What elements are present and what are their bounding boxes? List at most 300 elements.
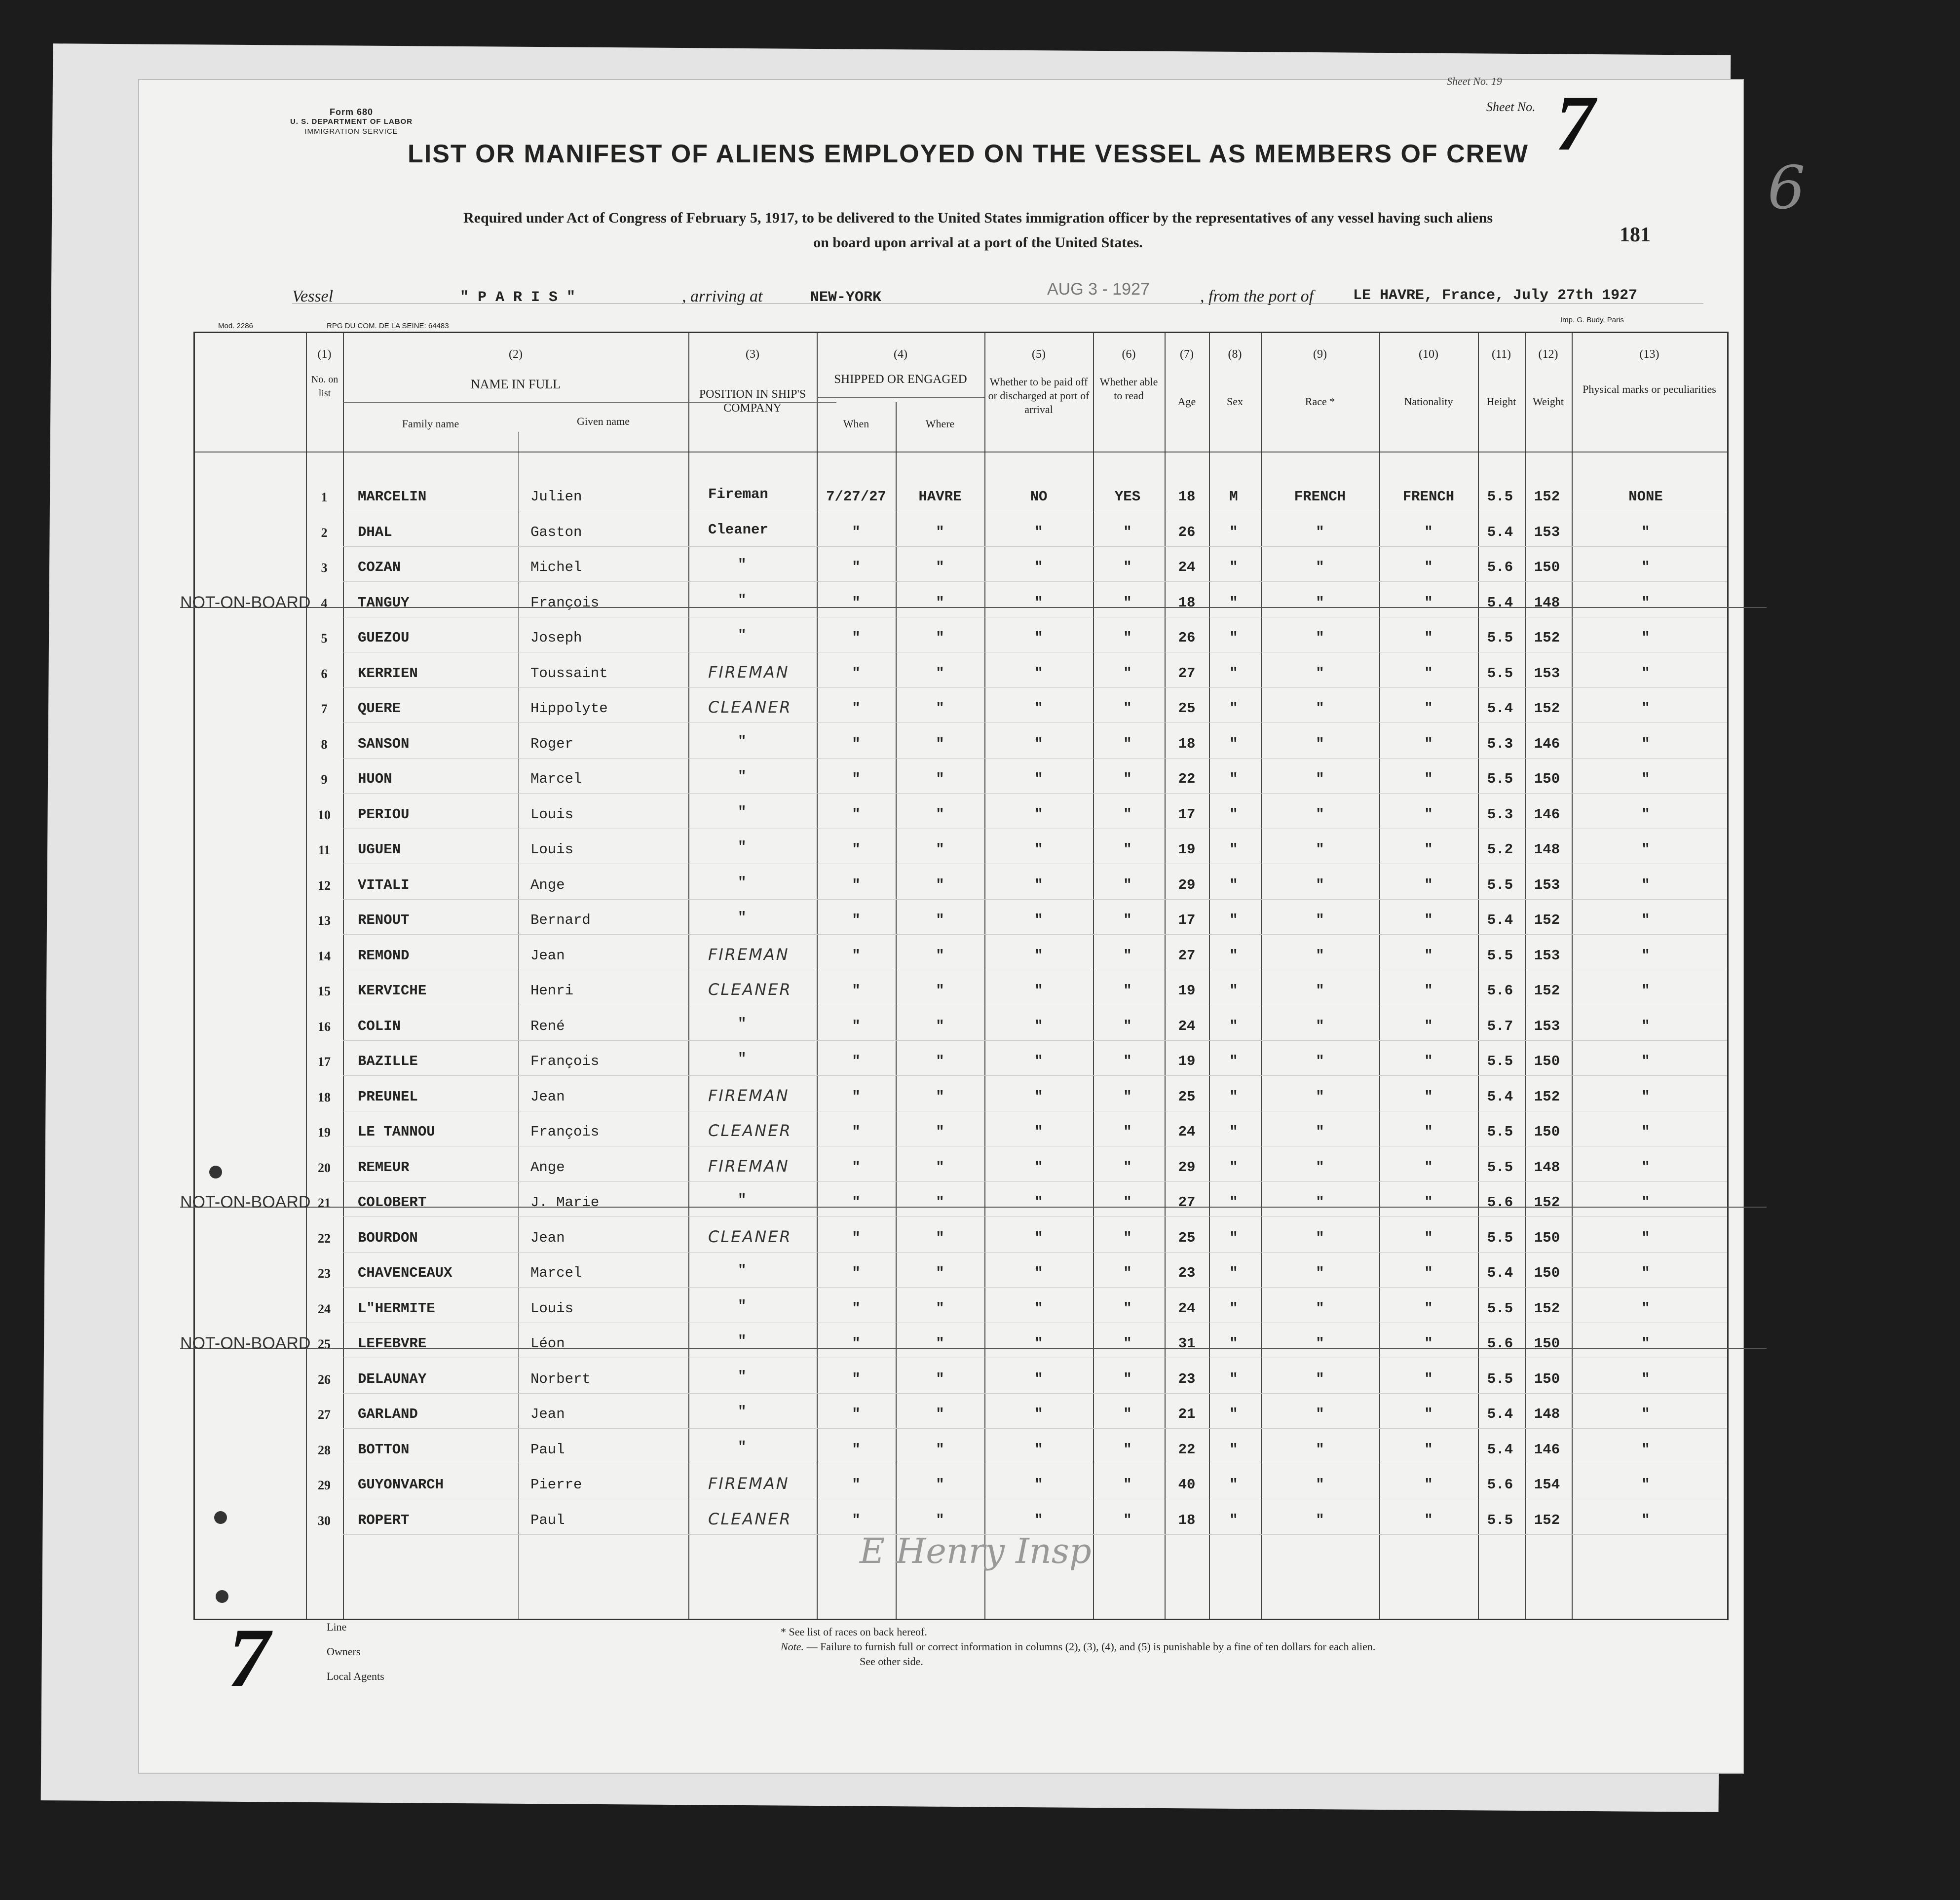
cell-position: CLEANER — [708, 1121, 792, 1140]
cell-nationality: " — [1424, 559, 1433, 575]
row-number: 26 — [318, 1372, 331, 1387]
cell-race: " — [1316, 630, 1324, 646]
cell-given: Louis — [530, 1300, 574, 1317]
cell-given: Jean — [530, 1088, 565, 1105]
col-7-header: Age — [1177, 395, 1196, 408]
cell-read: " — [1123, 912, 1132, 928]
cell-when: " — [852, 735, 861, 752]
cell-sex: " — [1229, 912, 1238, 928]
cell-marks: " — [1641, 524, 1650, 540]
cell-race: " — [1316, 983, 1324, 999]
col-8-number: (8) — [1228, 348, 1242, 361]
cell-family: REMEUR — [358, 1159, 410, 1176]
cell-marks: " — [1641, 912, 1650, 928]
cell-family: ROPERT — [358, 1512, 410, 1528]
cell-given: Henri — [530, 983, 574, 999]
col-4-header: SHIPPED OR ENGAGED — [834, 373, 967, 386]
cell-race: " — [1316, 876, 1324, 893]
cell-family: SANSON — [358, 735, 410, 752]
cell-sex: " — [1229, 771, 1238, 787]
cell-read: " — [1123, 1370, 1132, 1387]
row-number: 3 — [321, 561, 328, 575]
cell-position: " — [738, 1262, 747, 1279]
cell-position: " — [738, 1297, 747, 1314]
cell-height: 5.5 — [1487, 771, 1513, 787]
row-number: 30 — [318, 1513, 331, 1528]
cell-given: Toussaint — [530, 665, 608, 682]
cell-sex: " — [1229, 983, 1238, 999]
cell-family: COLIN — [358, 1018, 401, 1034]
cell-position: FIREMAN — [708, 662, 790, 682]
cell-family: RENOUT — [358, 912, 410, 928]
cell-marks: NONE — [1628, 489, 1663, 505]
cell-family: KERVICHE — [358, 983, 427, 999]
cell-race: " — [1316, 524, 1324, 540]
cell-race: " — [1316, 1194, 1324, 1211]
cell-family: CHAVENCEAUX — [358, 1265, 452, 1281]
cell-family: BOTTON — [358, 1441, 410, 1458]
cell-given: Bernard — [530, 912, 591, 928]
cell-family: UGUEN — [358, 841, 401, 858]
cell-height: 5.4 — [1487, 912, 1513, 928]
cell-nationality: " — [1424, 876, 1433, 893]
cell-position: CLEANER — [708, 1509, 792, 1528]
cell-where: " — [936, 665, 944, 682]
bottom-sheet-number: 7 — [228, 1611, 270, 1704]
cell-nationality: " — [1424, 1406, 1433, 1422]
cell-race: " — [1316, 947, 1324, 964]
row-number: 4 — [321, 596, 328, 610]
cell-family: LE TANNOU — [358, 1124, 435, 1140]
cell-race: " — [1316, 1159, 1324, 1176]
cell-when: " — [852, 1159, 861, 1176]
col-12-number: (12) — [1538, 348, 1558, 361]
cell-marks: " — [1641, 1265, 1650, 1281]
cell-sex: " — [1229, 1053, 1238, 1069]
cell-read: " — [1123, 1300, 1132, 1317]
cell-when: " — [852, 559, 861, 575]
cell-weight: 152 — [1534, 983, 1560, 999]
cell-family: GUYONVARCH — [358, 1477, 444, 1493]
cell-age: 40 — [1178, 1477, 1196, 1493]
cell-when: " — [852, 1053, 861, 1069]
cell-height: 5.6 — [1487, 1194, 1513, 1211]
cell-weight: 150 — [1534, 1229, 1560, 1246]
cell-height: 5.6 — [1487, 559, 1513, 575]
cell-when: " — [852, 841, 861, 858]
cell-nationality: " — [1424, 524, 1433, 540]
cell-race: " — [1316, 1229, 1324, 1246]
cell-race: " — [1316, 1300, 1324, 1317]
cell-nationality: FRENCH — [1402, 489, 1455, 505]
col-9-header: Race * — [1305, 395, 1335, 408]
col-divider — [896, 402, 897, 1619]
cell-when: " — [852, 1300, 861, 1317]
cell-race: " — [1316, 841, 1324, 858]
cell-given: Louis — [530, 806, 574, 823]
cell-family: PERIOU — [358, 806, 410, 823]
row-number: 12 — [318, 878, 331, 893]
row-rule — [343, 1287, 1727, 1288]
cell-when: " — [852, 771, 861, 787]
cell-paid: " — [1034, 1512, 1043, 1528]
cell-position: " — [738, 1015, 747, 1032]
cell-marks: " — [1641, 806, 1650, 823]
cell-read: " — [1123, 735, 1132, 752]
cell-where: " — [936, 1229, 944, 1246]
cell-position: " — [738, 1333, 747, 1349]
arrival-date-stamp: AUG 3 - 1927 — [1047, 280, 1150, 299]
cell-family: MARCELIN — [358, 489, 427, 505]
cell-weight: 152 — [1534, 700, 1560, 717]
form-header — [253, 107, 450, 137]
cell-marks: " — [1641, 1194, 1650, 1211]
cell-when: " — [852, 806, 861, 823]
vessel-name: " P A R I S " — [460, 289, 576, 306]
cell-when: " — [852, 947, 861, 964]
cell-when: " — [852, 983, 861, 999]
cell-weight: 153 — [1534, 524, 1560, 540]
cell-when: " — [852, 1194, 861, 1211]
cell-weight: 154 — [1534, 1477, 1560, 1493]
cell-nationality: " — [1424, 1088, 1433, 1105]
punch-hole — [209, 1166, 222, 1178]
row-number: 7 — [321, 702, 328, 716]
row-number: 24 — [318, 1301, 331, 1316]
cell-age: 17 — [1178, 912, 1196, 928]
cell-marks: " — [1641, 983, 1650, 999]
cell-position: " — [738, 1404, 747, 1420]
cell-when: 7/27/27 — [826, 489, 886, 505]
cell-paid: " — [1034, 806, 1043, 823]
row-number: 21 — [318, 1196, 331, 1210]
cell-height: 5.6 — [1487, 1335, 1513, 1352]
cell-paid: " — [1034, 771, 1043, 787]
cell-height: 5.4 — [1487, 700, 1513, 717]
cell-read: " — [1123, 1124, 1132, 1140]
sheet-number-handwritten: 7 — [1555, 79, 1595, 167]
cell-marks: " — [1641, 771, 1650, 787]
cell-sex: " — [1229, 665, 1238, 682]
cell-race: " — [1316, 1124, 1324, 1140]
cell-marks: " — [1641, 735, 1650, 752]
cell-height: 5.4 — [1487, 1441, 1513, 1458]
col-4b-header: Where — [925, 418, 955, 430]
row-rule — [343, 899, 1727, 900]
cell-age: 18 — [1178, 489, 1196, 505]
cell-when: " — [852, 524, 861, 540]
cell-given: Jean — [530, 1229, 565, 1246]
cell-age: 29 — [1178, 1159, 1196, 1176]
cell-race: " — [1316, 912, 1324, 928]
cell-read: " — [1123, 1194, 1132, 1211]
cell-race: " — [1316, 700, 1324, 717]
cell-height: 5.5 — [1487, 1124, 1513, 1140]
row-rule — [343, 1075, 1727, 1076]
cell-paid: " — [1034, 1229, 1043, 1246]
cell-age: 24 — [1178, 1300, 1196, 1317]
cell-family: HUON — [358, 771, 392, 787]
col-13-number: (13) — [1639, 348, 1659, 361]
arriving-port: NEW-YORK — [810, 289, 882, 306]
cell-height: 5.3 — [1487, 735, 1513, 752]
row-number: 5 — [321, 631, 328, 646]
cell-weight: 153 — [1534, 947, 1560, 964]
cell-read: " — [1123, 806, 1132, 823]
cell-sex: " — [1229, 1124, 1238, 1140]
cell-read: " — [1123, 630, 1132, 646]
cell-position: " — [738, 627, 747, 644]
cell-where: " — [936, 700, 944, 717]
subtitle-line-2: on board upon arrival at a port of the United States. — [813, 234, 1143, 251]
cell-when: " — [852, 594, 861, 611]
cell-where: " — [936, 524, 944, 540]
cell-marks: " — [1641, 1477, 1650, 1493]
cell-nationality: " — [1424, 665, 1433, 682]
cell-paid: " — [1034, 1300, 1043, 1317]
cell-position: FIREMAN — [708, 1156, 790, 1176]
cell-weight: 153 — [1534, 876, 1560, 893]
cell-paid: " — [1034, 1265, 1043, 1281]
cell-where: " — [936, 1406, 944, 1422]
cell-age: 18 — [1178, 735, 1196, 752]
sheet-number-above-label — [1447, 75, 1502, 88]
cell-sex: M — [1229, 489, 1238, 505]
cell-paid: " — [1034, 559, 1043, 575]
cell-read: " — [1123, 771, 1132, 787]
cell-nationality: " — [1424, 1053, 1433, 1069]
cell-paid: " — [1034, 841, 1043, 858]
cell-when: " — [852, 1370, 861, 1387]
cell-weight: 150 — [1534, 1335, 1560, 1352]
cell-position: CLEANER — [708, 698, 792, 717]
cell-nationality: " — [1424, 1512, 1433, 1528]
cell-marks: " — [1641, 1229, 1650, 1246]
cell-nationality: " — [1424, 1335, 1433, 1352]
cell-race: " — [1316, 1335, 1324, 1352]
cell-age: 22 — [1178, 771, 1196, 787]
cell-paid: " — [1034, 1441, 1043, 1458]
cell-nationality: " — [1424, 1018, 1433, 1034]
cell-where: " — [936, 806, 944, 823]
cell-sex: " — [1229, 806, 1238, 823]
from-port-label: , from the port of — [1200, 287, 1314, 305]
col-5-number: (5) — [1032, 348, 1046, 361]
cell-sex: " — [1229, 1406, 1238, 1422]
cell-age: 18 — [1178, 594, 1196, 611]
col-divider — [984, 333, 985, 1619]
row-rule — [343, 546, 1727, 547]
cell-race: " — [1316, 1265, 1324, 1281]
cell-where: " — [936, 559, 944, 575]
cell-weight: 148 — [1534, 1406, 1560, 1422]
cell-given: Michel — [530, 559, 582, 575]
cell-where: " — [936, 876, 944, 893]
cell-age: 24 — [1178, 1124, 1196, 1140]
crew-table — [180, 332, 1729, 1620]
cell-sex: " — [1229, 1300, 1238, 1317]
cell-sex: " — [1229, 1370, 1238, 1387]
printer-credit: Imp. G. Budy, Paris — [1560, 316, 1624, 324]
cell-race: " — [1316, 1512, 1324, 1528]
cell-sex: " — [1229, 735, 1238, 752]
cell-height: 5.5 — [1487, 1159, 1513, 1176]
cell-age: 18 — [1178, 1512, 1196, 1528]
cell-given: Léon — [530, 1335, 565, 1352]
cell-age: 24 — [1178, 1018, 1196, 1034]
see-other-side: See other side. — [860, 1655, 923, 1668]
cell-family: BOURDON — [358, 1229, 418, 1246]
cell-paid: " — [1034, 735, 1043, 752]
cell-read: " — [1123, 1088, 1132, 1105]
arriving-label: , arriving at — [682, 287, 763, 305]
cell-position: " — [738, 839, 747, 855]
cell-race: " — [1316, 1370, 1324, 1387]
sheet-label-upper: Sheet No. — [1447, 75, 1489, 87]
cell-position: " — [738, 874, 747, 891]
col-divider — [518, 432, 519, 1619]
cell-family: REMOND — [358, 947, 410, 964]
cell-height: 5.5 — [1487, 489, 1513, 505]
footer-labels — [327, 1615, 384, 1689]
cell-sex: " — [1229, 1194, 1238, 1211]
cell-nationality: " — [1424, 1265, 1433, 1281]
col-1-header: No. on list — [311, 374, 339, 399]
cell-family: KERRIEN — [358, 665, 418, 682]
cell-weight: 153 — [1534, 665, 1560, 682]
cell-sex: " — [1229, 700, 1238, 717]
row-number: 1 — [321, 490, 328, 504]
cell-height: 5.5 — [1487, 1370, 1513, 1387]
cell-read: " — [1123, 1406, 1132, 1422]
subtitle-line-1: Required under Act of Congress of February 5, 1917, to be delivered to the United States immigration officer by the representatives of any vessel having such aliens — [463, 210, 1493, 226]
cell-marks: " — [1641, 630, 1650, 646]
col-7-number: (7) — [1180, 348, 1194, 361]
cell-age: 19 — [1178, 1053, 1196, 1069]
cell-height: 5.4 — [1487, 524, 1513, 540]
row-rule — [343, 722, 1727, 723]
cell-race: " — [1316, 1477, 1324, 1493]
col-4-number: (4) — [894, 348, 907, 361]
cell-where: " — [936, 630, 944, 646]
cell-height: 5.4 — [1487, 1406, 1513, 1422]
cell-height: 5.4 — [1487, 1265, 1513, 1281]
cell-read: " — [1123, 983, 1132, 999]
cell-nationality: " — [1424, 1229, 1433, 1246]
cell-sex: " — [1229, 1018, 1238, 1034]
cell-height: 5.4 — [1487, 1088, 1513, 1105]
cell-paid: " — [1034, 947, 1043, 964]
cell-given: Gaston — [530, 524, 582, 540]
cell-given: Marcel — [530, 1265, 582, 1281]
cell-where: " — [936, 735, 944, 752]
note-text: — Failure to furnish full or correct information in columns (2), (3), (4), and (5) is punishable by a fine of ten dollars for each alien. — [806, 1640, 1376, 1653]
cell-where: " — [936, 1018, 944, 1034]
cell-position: " — [738, 910, 747, 926]
cell-where: " — [936, 1053, 944, 1069]
cell-given: Julien — [530, 489, 582, 505]
cell-paid: " — [1034, 665, 1043, 682]
cell-weight: 152 — [1534, 912, 1560, 928]
cell-marks: " — [1641, 1406, 1650, 1422]
cell-where: " — [936, 1265, 944, 1281]
cell-position: " — [738, 803, 747, 820]
cell-when: " — [852, 1512, 861, 1528]
cell-height: 5.3 — [1487, 806, 1513, 823]
row-rule — [343, 758, 1727, 759]
cell-where: " — [936, 1194, 944, 1211]
cell-height: 5.4 — [1487, 594, 1513, 611]
row-number: 16 — [318, 1019, 331, 1034]
cell-where: " — [936, 1441, 944, 1458]
cell-paid: " — [1034, 1335, 1043, 1352]
col-11-number: (11) — [1491, 348, 1511, 361]
cell-read: " — [1123, 1229, 1132, 1246]
cell-read: " — [1123, 876, 1132, 893]
cell-paid: " — [1034, 983, 1043, 999]
cell-nationality: " — [1424, 1159, 1433, 1176]
cell-read: " — [1123, 841, 1132, 858]
col-2-number: (2) — [509, 348, 523, 361]
col-divider — [1379, 333, 1380, 1619]
col-divider — [306, 333, 307, 1619]
cell-age: 19 — [1178, 841, 1196, 858]
cell-position: FIREMAN — [708, 1086, 790, 1105]
footer-agents: Local Agents — [327, 1670, 384, 1682]
cell-weight: 152 — [1534, 1194, 1560, 1211]
cell-when: " — [852, 1477, 861, 1493]
cell-race: " — [1316, 1088, 1324, 1105]
cell-read: " — [1123, 594, 1132, 611]
cell-race: " — [1316, 559, 1324, 575]
cell-sex: " — [1229, 1088, 1238, 1105]
cell-sex: " — [1229, 1229, 1238, 1246]
cell-where: " — [936, 771, 944, 787]
cell-paid: " — [1034, 594, 1043, 611]
cell-paid: " — [1034, 1018, 1043, 1034]
cell-height: 5.5 — [1487, 1053, 1513, 1069]
cell-read: " — [1123, 559, 1132, 575]
cell-marks: " — [1641, 876, 1650, 893]
col-3-header: POSITION IN SHIP'S COMPANY — [699, 388, 806, 415]
cell-marks: " — [1641, 594, 1650, 611]
row-number: 8 — [321, 737, 328, 752]
cell-where: " — [936, 1300, 944, 1317]
cell-position: CLEANER — [708, 980, 792, 999]
cell-nationality: " — [1424, 630, 1433, 646]
cell-position: FIREMAN — [708, 1474, 790, 1493]
cell-where: " — [936, 841, 944, 858]
cell-when: " — [852, 912, 861, 928]
cell-where: " — [936, 983, 944, 999]
row-number: 18 — [318, 1090, 331, 1104]
row-rule — [343, 793, 1727, 794]
cell-where: " — [936, 1512, 944, 1528]
cell-weight: 148 — [1534, 1159, 1560, 1176]
cell-age: 27 — [1178, 1194, 1196, 1211]
cell-height: 5.5 — [1487, 665, 1513, 682]
cell-given: François — [530, 1124, 600, 1140]
cell-paid: " — [1034, 1477, 1043, 1493]
col-2a-header: Family name — [402, 418, 459, 430]
cell-given: Pierre — [530, 1477, 582, 1493]
inspector-signature: E Henry Insp — [860, 1531, 1092, 1571]
cell-age: 17 — [1178, 806, 1196, 823]
cell-read: " — [1123, 1159, 1132, 1176]
row-number: 10 — [318, 807, 331, 822]
cell-age: 24 — [1178, 559, 1196, 575]
cell-nationality: " — [1424, 1300, 1433, 1317]
